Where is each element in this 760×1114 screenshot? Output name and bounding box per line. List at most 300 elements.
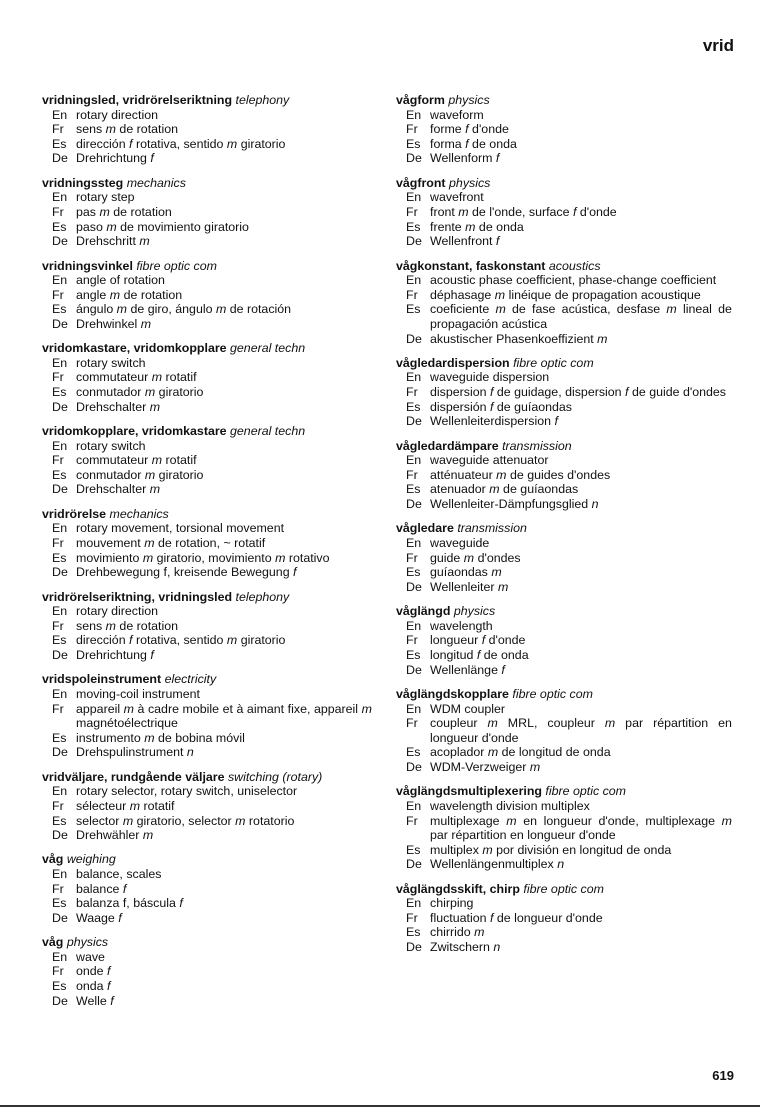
translation-text: paso m de movimiento giratorio: [76, 219, 249, 234]
entry-heading: [42, 93, 372, 108]
subject-domain: transmission: [457, 521, 527, 536]
dictionary-entry: [42, 341, 372, 414]
language-code: En: [52, 107, 68, 122]
language-code: Es: [406, 842, 421, 857]
translation-text: frente m de onda: [430, 219, 524, 234]
translation-text: Drehwähler m: [76, 828, 154, 843]
entry-heading: [396, 176, 732, 191]
translation-row: [42, 356, 372, 371]
translation-text: pas m de rotation: [76, 204, 172, 219]
translation-text: rotary switch: [76, 355, 146, 370]
language-code: Es: [406, 482, 421, 497]
language-code: Es: [52, 813, 67, 828]
language-code: Fr: [406, 633, 418, 648]
translation-text: waveguide attenuator: [430, 453, 549, 468]
translation-row: [396, 108, 732, 123]
language-code: Fr: [52, 453, 64, 468]
subject-domain: transmission: [502, 438, 572, 453]
subject-domain: telephony: [235, 589, 290, 604]
language-code: En: [406, 896, 422, 911]
language-code: Fr: [52, 618, 64, 633]
translation-text: forma f de onda: [430, 136, 517, 151]
language-code: De: [52, 482, 68, 497]
translation-row: [396, 648, 732, 663]
headword: vridväljare, rundgående väljare: [42, 769, 225, 784]
translation-row: [42, 784, 372, 799]
translation-row: [396, 580, 732, 595]
language-code: En: [52, 190, 68, 205]
language-code: En: [406, 190, 422, 205]
translation-row: [42, 536, 372, 551]
translation-text: ángulo m de giro, ángulo m de rotación: [76, 302, 292, 317]
translation-text: waveform: [430, 107, 484, 122]
translation-row: [42, 745, 372, 760]
translation-text: angle m de rotation: [76, 287, 183, 302]
entry-heading: [42, 259, 372, 274]
language-code: De: [406, 234, 422, 249]
translation-row: [396, 633, 732, 648]
translation-text: chirping: [430, 896, 474, 911]
language-code: De: [52, 151, 68, 166]
translation-row: [42, 205, 372, 220]
dictionary-entry: [42, 176, 372, 249]
translation-row: [42, 551, 372, 566]
translation-text: balance f: [76, 881, 127, 896]
translation-row: [42, 108, 372, 123]
subject-domain: fibre optic com: [513, 355, 594, 370]
headword: vågkonstant, faskonstant: [396, 258, 546, 273]
translation-row: [396, 799, 732, 814]
headword: våglängdsmultiplexering: [396, 784, 542, 799]
translation-row: [42, 828, 372, 843]
language-code: En: [406, 370, 422, 385]
dictionary-entry: [42, 672, 372, 760]
translation-row: [42, 220, 372, 235]
translation-row: [42, 896, 372, 911]
translation-text: commutateur m rotatif: [76, 453, 197, 468]
language-code: De: [406, 759, 422, 774]
language-code: En: [52, 949, 68, 964]
running-head: vrid: [702, 36, 734, 55]
translation-text: rotary direction: [76, 107, 158, 122]
language-code: Fr: [52, 287, 64, 302]
language-code: En: [52, 438, 68, 453]
translation-row: [42, 288, 372, 303]
translation-text: forme f d'onde: [430, 122, 509, 137]
entry-heading: [396, 882, 732, 897]
language-code: En: [52, 521, 68, 536]
translation-text: dirección f rotativa, sentido m giratorio: [76, 136, 286, 151]
translation-text: angle of rotation: [76, 273, 165, 288]
translation-text: Wellenform f: [430, 151, 500, 166]
language-code: En: [406, 453, 422, 468]
language-code: De: [52, 910, 68, 925]
language-code: En: [52, 686, 68, 701]
language-code: Es: [52, 896, 67, 911]
entry-heading: [42, 424, 372, 439]
dictionary-entry: [42, 935, 372, 1008]
translation-row: [42, 867, 372, 882]
language-code: De: [52, 565, 68, 580]
translation-row: [42, 950, 372, 965]
translation-text: waveguide dispersion: [430, 370, 550, 385]
subject-domain: telephony: [235, 93, 290, 107]
language-code: Es: [52, 633, 67, 648]
translation-text: selector m giratorio, selector m rotatorio: [76, 813, 295, 828]
headword: vridrörelseriktning, vridningsled: [42, 589, 233, 604]
translation-row: [42, 190, 372, 205]
translation-text: sens m de rotation: [76, 122, 179, 137]
subject-domain: fibre optic com: [523, 881, 604, 896]
translation-text: onda f: [76, 979, 111, 994]
subject-domain: electricity: [164, 672, 217, 687]
subject-domain: weighing: [66, 852, 116, 867]
language-code: Fr: [406, 550, 418, 565]
dictionary-entry: [396, 784, 732, 872]
translation-text: Wellenleiterdispersion f: [430, 414, 558, 429]
language-code: De: [406, 857, 422, 872]
language-code: En: [52, 604, 68, 619]
language-code: Es: [406, 219, 421, 234]
translation-row: [396, 453, 732, 468]
dictionary-entry: [396, 882, 732, 955]
dictionary-entry: [42, 259, 372, 332]
translation-row: [396, 190, 732, 205]
translation-text: sélecteur m rotatif: [76, 798, 175, 813]
translation-row: [42, 273, 372, 288]
entry-heading: [396, 784, 732, 799]
translation-row: [42, 439, 372, 454]
subject-domain: general techn: [230, 341, 306, 356]
language-code: De: [406, 151, 422, 166]
translation-text: guíaondas m: [430, 565, 502, 580]
language-code: De: [406, 414, 422, 429]
right-column: [396, 93, 732, 964]
translation-text: appareil m à cadre mobile et à aimant fixe, appareil m magnétoélectrique: [76, 701, 372, 731]
language-code: Es: [52, 385, 67, 400]
translation-row: [42, 604, 372, 619]
translation-text: Drehschalter m: [76, 482, 161, 497]
headword: vågledare: [396, 521, 454, 536]
translation-text: sens m de rotation: [76, 618, 179, 633]
language-code: Es: [52, 550, 67, 565]
translation-row: [42, 648, 372, 663]
translation-row: [42, 122, 372, 137]
entry-heading: [396, 356, 732, 371]
language-code: De: [52, 316, 68, 331]
headword: vågledardämpare: [396, 438, 499, 453]
translation-text: akustischer Phasenkoeffizient m: [430, 331, 608, 346]
translation-text: conmutador m giratorio: [76, 467, 204, 482]
translation-text: onde f: [76, 964, 111, 979]
language-code: De: [52, 399, 68, 414]
entry-heading: [396, 439, 732, 454]
language-code: De: [406, 662, 422, 677]
language-code: Fr: [406, 385, 418, 400]
dictionary-entry: [396, 604, 732, 677]
headword: vågledardispersion: [396, 355, 510, 370]
translation-row: [396, 288, 732, 303]
headword: våg: [42, 852, 64, 867]
language-code: Fr: [406, 122, 418, 137]
translation-row: [396, 137, 732, 152]
translation-row: [396, 370, 732, 385]
translation-row: [396, 911, 732, 926]
entry-heading: [396, 93, 732, 108]
subject-domain: physics: [449, 175, 491, 190]
language-code: En: [406, 273, 422, 288]
entry-heading: [42, 852, 372, 867]
translation-row: [42, 814, 372, 829]
headword: vridningsvinkel: [42, 258, 133, 273]
language-code: Es: [52, 302, 67, 317]
subject-domain: mechanics: [126, 175, 186, 190]
language-code: Fr: [406, 716, 418, 731]
subject-domain: acoustics: [548, 258, 601, 273]
dictionary-entry: [396, 356, 732, 429]
translation-row: [396, 234, 732, 249]
translation-row: [396, 857, 732, 872]
headword: våglängd: [396, 604, 451, 619]
translation-row: [396, 122, 732, 137]
entry-heading: [42, 770, 372, 785]
translation-text: Wellenleiter-Dämpfungsglied n: [430, 497, 599, 512]
headword: vridrörelse: [42, 506, 107, 521]
translation-text: rotary step: [76, 190, 135, 205]
language-code: Es: [406, 399, 421, 414]
language-code: En: [406, 536, 422, 551]
translation-row: [42, 882, 372, 897]
language-code: En: [406, 701, 422, 716]
translation-row: [396, 663, 732, 678]
translation-text: dispersion f de guidage, dispersion f de guide d'ondes: [430, 385, 726, 400]
entry-heading: [42, 590, 372, 605]
entry-heading: [42, 341, 372, 356]
translation-text: Wellenlängenmultiplex n: [430, 857, 565, 872]
translation-text: wavefront: [430, 190, 484, 205]
headword: våglängdsskift, chirp: [396, 881, 520, 896]
translation-row: [396, 619, 732, 634]
translation-text: WDM coupler: [430, 701, 506, 716]
translation-text: Zwitschern n: [430, 940, 501, 955]
translation-row: [42, 400, 372, 415]
translation-row: [396, 843, 732, 858]
language-code: En: [406, 798, 422, 813]
translation-row: [42, 731, 372, 746]
translation-row: [396, 565, 732, 580]
dictionary-entry: [42, 507, 372, 580]
language-code: Es: [406, 745, 421, 760]
translation-text: atténuateur m de guides d'ondes: [430, 467, 611, 482]
translation-row: [42, 994, 372, 1009]
language-code: De: [406, 579, 422, 594]
translation-text: acoplador m de longitud de onda: [430, 745, 611, 760]
translation-row: [42, 385, 372, 400]
left-column: [42, 93, 372, 1018]
language-code: Es: [406, 925, 421, 940]
language-code: Fr: [406, 287, 418, 302]
translation-row: [396, 497, 732, 512]
language-code: En: [52, 355, 68, 370]
dictionary-entry: [42, 424, 372, 497]
translation-text: rotary switch: [76, 438, 146, 453]
dictionary-entry: [396, 93, 732, 166]
dictionary-entry: [396, 259, 732, 347]
dictionary-entry: [42, 590, 372, 663]
entry-heading: [396, 687, 732, 702]
translation-text: fluctuation f de longueur d'onde: [430, 910, 603, 925]
language-code: De: [52, 647, 68, 662]
language-code: De: [52, 745, 68, 760]
language-code: Es: [52, 979, 67, 994]
dictionary-entry: [42, 770, 372, 843]
translation-text: Drehschalter m: [76, 399, 161, 414]
language-code: Fr: [52, 122, 64, 137]
language-code: Fr: [52, 701, 64, 716]
translation-row: [396, 925, 732, 940]
language-code: Es: [52, 730, 67, 745]
dictionary-entry: [396, 521, 732, 594]
language-code: En: [406, 107, 422, 122]
translation-text: Drehrichtung f: [76, 647, 154, 662]
translation-row: [42, 482, 372, 497]
translation-text: wavelength division multiplex: [430, 798, 590, 813]
language-code: Es: [406, 302, 421, 317]
translation-row: [396, 151, 732, 166]
translation-row: [396, 702, 732, 717]
translation-row: [396, 814, 732, 843]
translation-text: déphasage m linéique de propagation acoustique: [430, 287, 701, 302]
translation-text: chirrido m: [430, 925, 485, 940]
subject-domain: fibre optic com: [545, 784, 626, 799]
headword: vridningssteg: [42, 175, 124, 190]
entry-heading: [42, 672, 372, 687]
translation-text: guide m d'ondes: [430, 550, 521, 565]
translation-row: [42, 370, 372, 385]
subject-domain: fibre optic com: [136, 258, 217, 273]
translation-text: multiplexage m en longueur d'onde, multiplexage m par répartition en longueur d'onde: [430, 813, 732, 843]
language-code: Fr: [52, 536, 64, 551]
translation-text: dispersión f de guíaondas: [430, 399, 572, 414]
language-code: Fr: [52, 881, 64, 896]
language-code: Fr: [52, 798, 64, 813]
translation-row: [42, 964, 372, 979]
translation-text: multiplex m por división en longitud de onda: [430, 842, 672, 857]
translation-text: Wellenleiter m: [430, 579, 509, 594]
translation-row: [42, 702, 372, 731]
language-code: Es: [52, 467, 67, 482]
translation-row: [42, 979, 372, 994]
language-code: Es: [406, 136, 421, 151]
translation-row: [42, 633, 372, 648]
language-code: De: [52, 993, 68, 1008]
translation-row: [42, 453, 372, 468]
translation-text: front m de l'onde, surface f d'onde: [430, 204, 617, 219]
translation-row: [396, 716, 732, 745]
translation-text: longueur f d'onde: [430, 633, 526, 648]
subject-domain: physics: [66, 935, 109, 950]
translation-row: [42, 911, 372, 926]
translation-text: wavelength: [430, 618, 493, 633]
language-code: De: [52, 828, 68, 843]
dictionary-entry: [396, 439, 732, 512]
translation-row: [42, 687, 372, 702]
language-code: Fr: [52, 370, 64, 385]
translation-text: mouvement m de rotation, ~ rotatif: [76, 536, 266, 551]
translation-row: [42, 317, 372, 332]
subject-domain: fibre optic com: [512, 686, 593, 701]
entry-heading: [396, 521, 732, 536]
language-code: Fr: [52, 964, 64, 979]
translation-text: waveguide: [430, 536, 490, 551]
translation-row: [396, 385, 732, 400]
translation-row: [396, 760, 732, 775]
translation-text: moving-coil instrument: [76, 686, 200, 701]
translation-row: [42, 619, 372, 634]
subject-domain: physics: [453, 604, 496, 619]
language-code: Es: [52, 219, 67, 234]
headword: vågform: [396, 93, 445, 107]
entry-heading: [396, 259, 732, 274]
translation-text: balanza f, báscula f: [76, 896, 183, 911]
translation-text: Drehschritt m: [76, 234, 150, 249]
language-code: Fr: [406, 910, 418, 925]
translation-row: [396, 745, 732, 760]
translation-text: wave: [76, 949, 105, 964]
dictionary-entry: [42, 93, 372, 166]
language-code: De: [52, 234, 68, 249]
language-code: Fr: [406, 467, 418, 482]
translation-text: Drehspulinstrument n: [76, 745, 194, 760]
translation-text: Wellenfront f: [430, 234, 500, 249]
headword: våglängdskopplare: [396, 686, 509, 701]
translation-text: movimiento m giratorio, movimiento m rotativo: [76, 550, 330, 565]
translation-row: [42, 521, 372, 536]
dictionary-entry: [42, 852, 372, 925]
language-code: Fr: [406, 204, 418, 219]
headword: vågfront: [396, 175, 446, 190]
language-code: Es: [406, 565, 421, 580]
language-code: En: [406, 618, 422, 633]
language-code: En: [52, 867, 68, 882]
translation-text: coeficiente m de fase acústica, desfase m lineal de propagación acústica: [430, 302, 732, 331]
language-code: De: [406, 331, 422, 346]
translation-text: conmutador m giratorio: [76, 385, 204, 400]
entry-heading: [42, 176, 372, 191]
language-code: Es: [406, 647, 421, 662]
translation-text: rotary movement, torsional movement: [76, 521, 285, 536]
translation-text: coupleur m MRL, coupleur m par répartition en longueur d'onde: [430, 716, 732, 745]
entry-heading: [42, 507, 372, 522]
translation-text: Drehrichtung f: [76, 151, 154, 166]
translation-text: longitud f de onda: [430, 647, 529, 662]
language-code: De: [406, 497, 422, 512]
entry-heading: [42, 935, 372, 950]
language-code: Fr: [406, 813, 418, 828]
translation-row: [42, 799, 372, 814]
translation-row: [42, 234, 372, 249]
translation-text: Drehbewegung f, kreisende Bewegung f: [76, 565, 297, 580]
translation-row: [42, 302, 372, 317]
translation-row: [396, 940, 732, 955]
translation-text: dirección f rotativa, sentido m giratorio: [76, 633, 286, 648]
language-code: En: [52, 273, 68, 288]
headword: vridomkopplare, vridomkastare: [42, 424, 227, 439]
language-code: Fr: [52, 204, 64, 219]
translation-row: [396, 896, 732, 911]
subject-domain: mechanics: [109, 506, 169, 521]
translation-row: [396, 414, 732, 429]
